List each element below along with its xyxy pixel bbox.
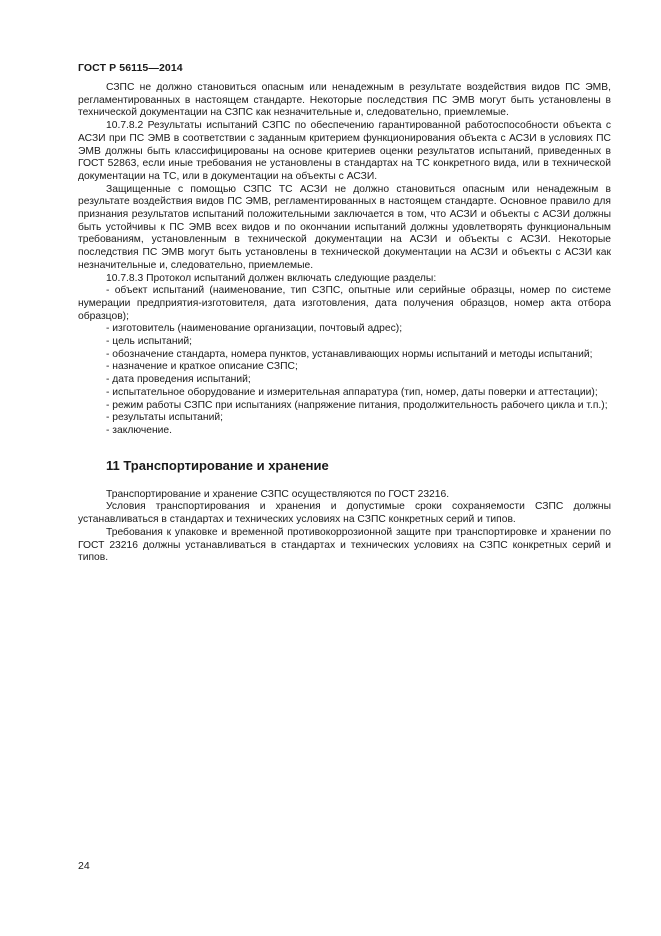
list-item: - испытательное оборудование и измерительная аппаратура (тип, номер, даты поверки и аттестации); [106,386,598,398]
page-number: 24 [78,860,90,872]
list-item: - объект испытаний (наименование, тип СЗПС, опытные или серийные образцы, номер по системе нумерации предприятия-изготовителя, дата изготовления, дата получения образцов, номер акта отбора образцов); [78,285,611,322]
list-item: - заключение. [106,424,172,436]
paragraph: 10.7.8.2 Результаты испытаний СЗПС по обеспечению гарантированной работоспособности объекта с АСЗИ при ПС ЭМВ в соответствии с заданным критерием функционирования объекта с АСЗИ в условиях ПС ЭМВ должны быть классифицированы на основе критериев оценки результатов испытаний, приведенных в ГОСТ 52863, если иные требования не установлены в стандартах на ТС конкретного вида, или в технической документации на ТС, или в документации на объекты с АСЗИ. [78,120,611,182]
list-item: - режим работы СЗПС при испытаниях (напряжение питания, продолжительность рабочего цикла и т.п.); [106,399,608,411]
list-item: - результаты испытаний; [106,412,223,424]
list-item: - изготовитель (наименование организации, почтовый адрес); [106,323,403,335]
section-title: 11 Транспортирование и хранение [106,457,329,473]
paragraph: Транспортирование и хранение СЗПС осуществляются по ГОСТ 23216. [106,488,450,500]
paragraph: 10.7.8.3 Протокол испытаний должен включать следующие разделы: [106,272,437,284]
page-content [78,82,611,565]
list-item: - дата проведения испытаний; [106,374,251,386]
paragraph: Требования к упаковке и временной противокоррозионной защите при транспортировке и хранении по ГОСТ 23216 должны устанавливаться в стандартах и технических условиях на СЗПС конкретных серий и типов. [78,526,611,564]
protocol-sections-list [78,285,611,437]
list-item: - цель испытаний; [106,336,192,348]
list-item: - назначение и краткое описание СЗПС; [106,361,298,373]
list-item: - обозначение стандарта, номера пунктов, устанавливающих нормы испытаний и методы испытаний; [106,348,593,360]
paragraph: Условия транспортирования и хранения и допустимые сроки сохраняемости СЗПС должны устанавливаться в стандартах и технических условиях на СЗПС конкретных серий и типов. [78,501,611,526]
document-header: ГОСТ Р 56115—2014 [78,62,183,74]
paragraph: Защищенные с помощью СЗПС ТС АСЗИ не должно становиться опасным или ненадежным в результате воздействия видов ПС ЭМВ, регламентированных в настоящем стандарте. Основное правило для признания результатов испытаний положительными заключается в том, что АСЗИ и объекты с АСЗИ должны быть устойчивы к ПС ЭМВ всех видов и по окончании испытаний должны удовлетворять функциональным требованиям, установленным в технической документации на АСЗИ и объекты с АСЗИ. Некоторые последствия ПС ЭМВ могут быть установлены в технической документации на АСЗИ и объекты с АСЗИ как незначительные и, следовательно, приемлемые. [78,183,611,271]
paragraph: СЗПС не должно становиться опасным или ненадежным в результате воздействия видов ПС ЭМВ, регламентированных в настоящем стандарте. Некоторые последствия ПС ЭМВ могут быть установлены в технической документации на СЗПС как незначительные и, следовательно, приемлемые. [78,82,611,119]
